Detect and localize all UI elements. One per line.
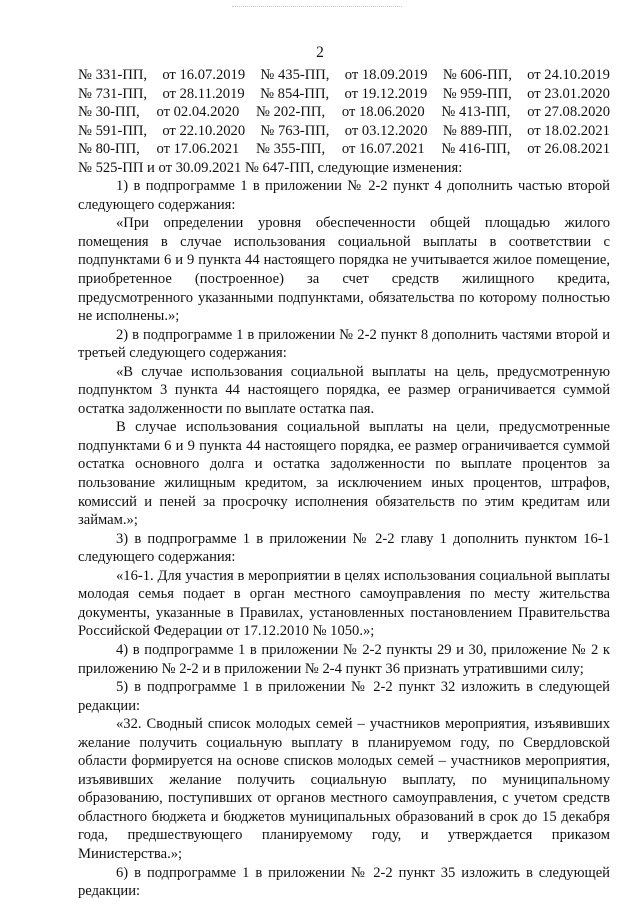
resolution-row (78, 66, 610, 85)
resolution-date: от 17.06.2021 (156, 141, 240, 158)
resolution-date: от 18.09.2019 (344, 67, 428, 83)
resolution-number: № 416-ПП, (441, 141, 511, 158)
resolution-list (78, 66, 610, 177)
amendment-item: 1) в подпрограмме 1 в приложении № 2-2 пункт 4 дополнить частью второй следующего содержания: (78, 178, 610, 213)
resolution-row (78, 85, 610, 104)
resolution-number: № 202-ПП, (256, 104, 326, 121)
page-number: 2 (316, 44, 324, 61)
resolution-number: № 331-ПП, (78, 67, 148, 83)
amendment-quote: В случае использования социальной выплаты на цели, предусмотренные подпунктами 6 и 9 пункта 44 настоящего порядка, ее размер ограничивается суммой остатка основного долга и остатка задолженности по выплате процентов за пользование жилищным кредитом, за исключением иных процентов, штрафов, комиссий и пеней за просрочку исполнения обязательств по этим кредитам или займам.»; (78, 419, 610, 529)
resolution-number: № 30-ПП, (78, 104, 140, 121)
resolution-row (78, 103, 610, 122)
resolution-date: от 23.01.2020 (527, 85, 610, 102)
resolution-date: от 28.11.2019 (162, 85, 245, 102)
amendment-quote: «При определении уровня обеспеченности общей площадью жилого помещения в случае использования социальной выплаты в соответствии с подпунктами 6 и 9 пункта 44 настоящего порядка не учитывается жилое помещение, приобретенное (построенное) за счет средств жилищного кредита, предусмотренного указанными подпунктами, обязательства по которому полностью не исполнены.»; (78, 215, 610, 325)
amendment-quote: «32. Сводный список молодых семей – участников мероприятия, изъявивших желание получить социальную выплату в планируемом году, по Свердловской области формируется на основе списков молодых семей – участников мероприятия, изъявивших желание получить социальную выплату, по муниципальному образованию, поступивших от органов местного самоуправления, с учетом средств областного бюджета и бюджетов муниципальных образований в срок до 15 декабря года, предшествующего планируемому году, и утверждается приказом Министерства.»; (78, 716, 610, 862)
amendment-item: 2) в подпрограмме 1 в приложении № 2-2 пункт 8 дополнить частями второй и третьей следующего содержания: (78, 326, 610, 362)
resolution-date: от 27.08.2020 (527, 104, 610, 121)
resolution-date: от 19.12.2019 (344, 85, 428, 102)
amendment-item: 4) в подпрограмме 1 в приложении № 2-2 пункты 29 и 30, приложение № 2 к приложению № 2-2 и в приложении № 2-4 пункт 36 признать утратившими силу; (78, 641, 610, 677)
amendment-quote: «В случае использования социальной выплаты на цель, предусмотренную подпунктом 3 пункта 44 настоящего порядка, ее размер ограничивается суммой остатка задолженности по выплате остатка пая. (78, 363, 610, 417)
resolution-date: от 24.10.2019 (527, 67, 610, 83)
resolution-number: № 355-ПП, (256, 141, 326, 158)
resolution-date: от 16.07.2021 (341, 141, 425, 158)
resolution-number: № 606-ПП, (442, 67, 512, 83)
resolution-number: № 591-ПП, (78, 122, 148, 139)
resolution-date: от 22.10.2020 (162, 122, 246, 139)
resolution-date: от 16.07.2019 (162, 67, 246, 83)
amendment-item: 5) в подпрограмме 1 в приложении № 2-2 пункт 32 изложить в следующей редакции: (78, 679, 610, 714)
scan-artifact (232, 6, 402, 10)
amendment-item: 6) в подпрограмме 1 в приложении № 2-2 пункт 35 изложить в следующей редакции: (78, 864, 610, 900)
resolution-date: от 02.04.2020 (156, 104, 240, 121)
resolution-date: от 26.08.2021 (527, 141, 610, 158)
resolution-number: № 413-ПП, (441, 104, 511, 121)
resolution-date: от 03.12.2020 (344, 122, 428, 139)
resolution-number: № 80-ПП, (78, 141, 140, 158)
amendment-item: 3) в подпрограмме 1 в приложении № 2-2 главу 1 дополнить пунктом 16-1 следующего содержания: (78, 530, 610, 566)
document-body (78, 66, 610, 901)
resolution-list-tail: № 525-ПП и от 30.09.2021 № 647-ПП, следующие изменения: (78, 159, 463, 176)
resolution-number: № 889-ПП, (442, 122, 512, 139)
resolution-number: № 763-ПП, (260, 122, 330, 139)
resolution-date: от 18.02.2021 (527, 122, 610, 139)
resolution-number: № 854-ПП, (260, 85, 330, 102)
resolution-row (78, 140, 610, 159)
resolution-number: № 959-ПП, (442, 85, 512, 102)
amendment-quote: «16-1. Для участия в мероприятии в целях использования социальной выплаты молодая семья подает в орган местного самоуправления по месту жительства документы, указанные в Правилах, установленных постановлением Правительства Российской Федерации от 17.12.2010 № 1050.»; (78, 567, 610, 640)
resolution-number: № 731-ПП, (78, 85, 148, 102)
resolution-row (78, 122, 610, 141)
resolution-date: от 18.06.2020 (341, 104, 425, 121)
resolution-number: № 435-ПП, (260, 67, 330, 83)
